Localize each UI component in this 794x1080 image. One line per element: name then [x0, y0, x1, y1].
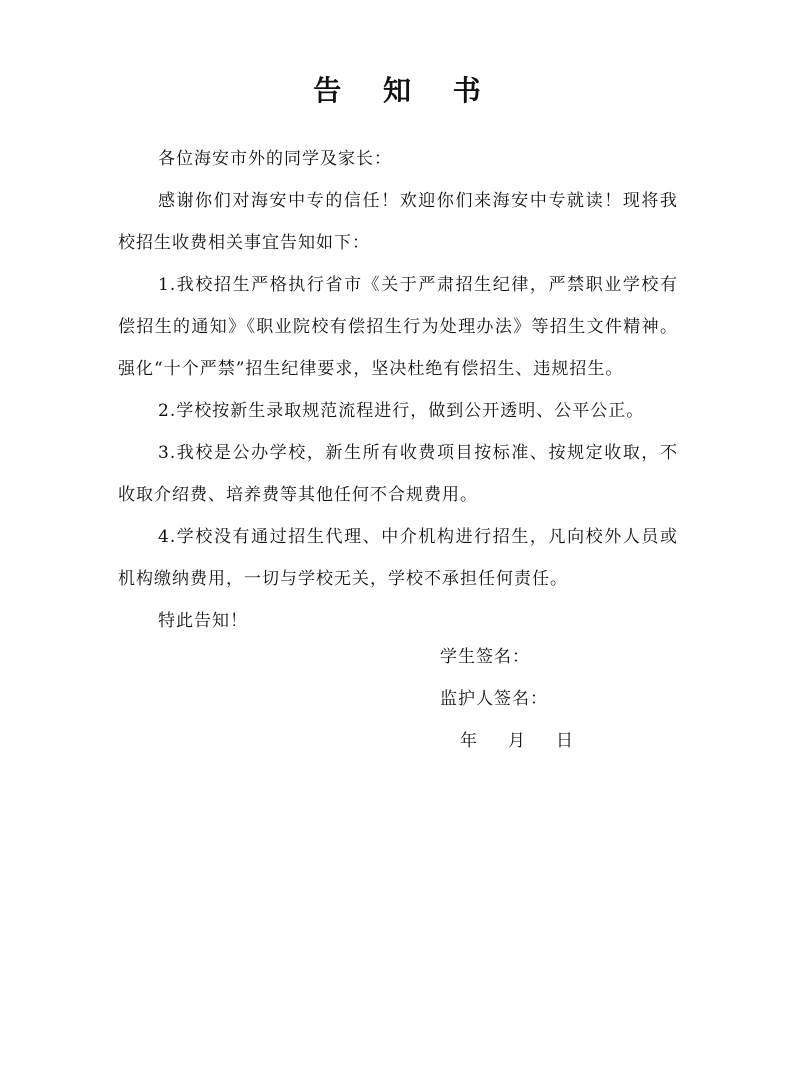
month-label: 月 [508, 731, 526, 751]
greeting: 各位海安市外的同学及家长： [158, 149, 392, 169]
page-title: 告 知 书 [313, 73, 497, 107]
paragraph-item-3: 3.我校是公办学校，新生所有收费项目按标准、按规定收取，不收取介绍费、培养费等其他任何不合规费用。 [118, 443, 678, 505]
day-label: 日 [556, 731, 574, 751]
notice-body [118, 138, 678, 642]
paragraph-item-1: 1.我校招生严格执行省市《关于严肃招生纪律，严禁职业学校有偿招生的通知》《职业院校有偿招生行为处理办法》等招生文件精神。强化“十个严禁”招生纪律要求，坚决杜绝有偿招生、违规招生。 [118, 275, 678, 379]
student-signature-label: 学生签名： [440, 647, 530, 667]
signature-block [440, 636, 680, 762]
guardian-signature-label: 监护人签名： [440, 689, 548, 709]
paragraph-intro: 感谢你们对海安中专的信任！欢迎你们来海安中专就读！现将我校招生收费相关事宜告知如下： [118, 191, 678, 253]
year-label: 年 [460, 731, 478, 751]
closing-line: 特此告知！ [158, 611, 248, 631]
date-line [440, 720, 680, 762]
paragraph-item-2: 2.学校按新生录取规范流程进行，做到公开透明、公平公正。 [158, 401, 645, 421]
paragraph-item-4: 4.学校没有通过招生代理、中介机构进行招生，凡向校外人员或机构缴纳费用，一切与学校无关，学校不承担任何责任。 [118, 527, 678, 589]
